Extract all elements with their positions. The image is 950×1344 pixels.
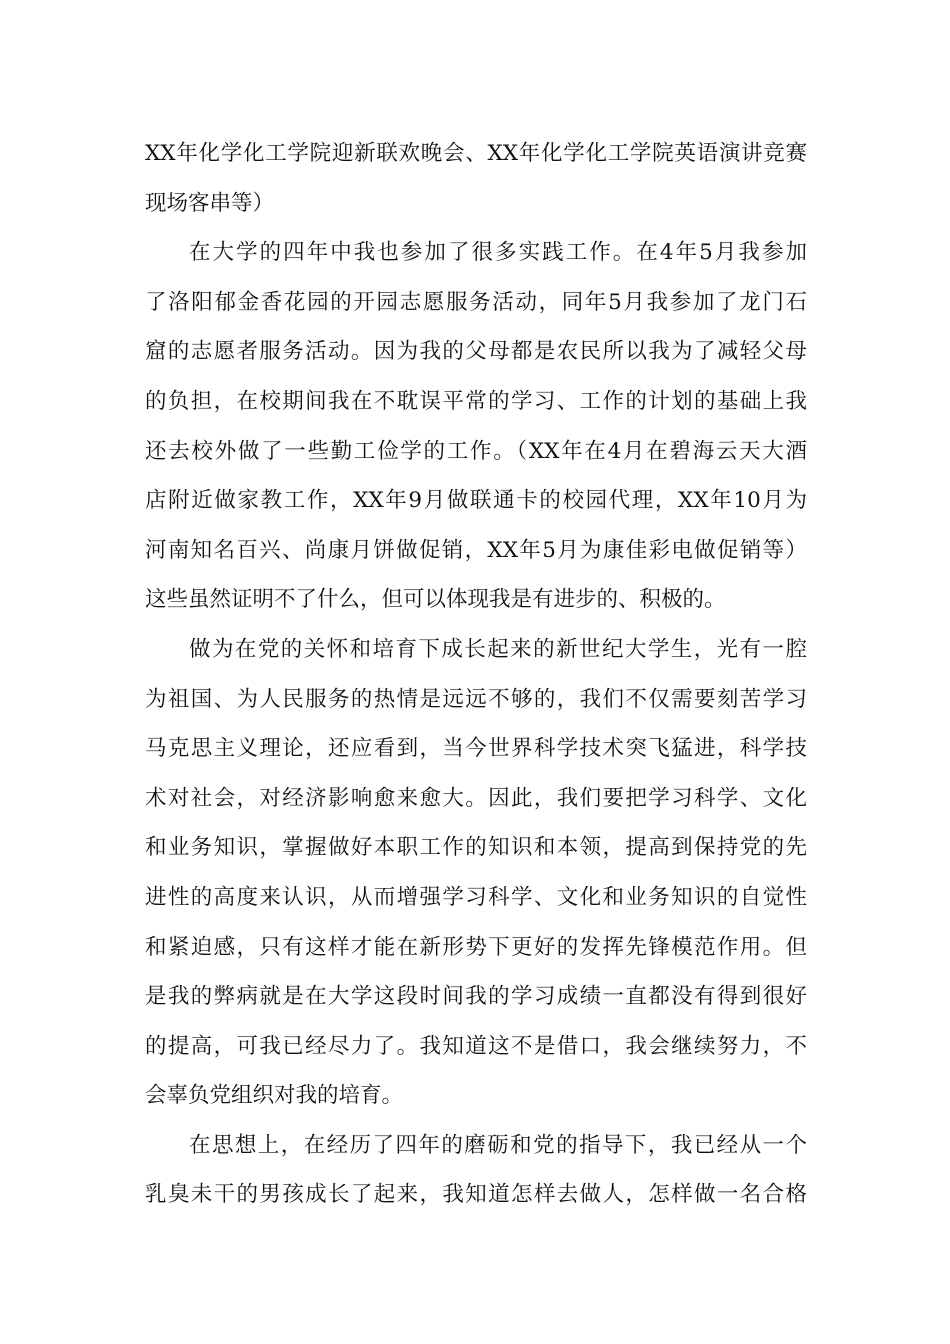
text-line: 现场客串等） <box>145 190 275 216</box>
text-line: 马克思主义理论，还应看到，当今世界科学技术突飞猛进，科学技 <box>145 736 807 762</box>
text-line: 的负担，在校期间我在不耽误平常的学习、工作的计划的基础上我 <box>145 388 807 414</box>
text-line: 术对社会，对经济影响愈来愈大。因此，我们要把学习科学、文化 <box>145 785 807 811</box>
paragraph-first-line: 做为在党的关怀和培育下成长起来的新世纪大学生，光有一腔 <box>189 636 807 662</box>
text-line: XX年化学化工学院迎新联欢晚会、XX年化学化工学院英语演讲竞赛 <box>145 141 807 166</box>
text-line: 会辜负党组织对我的培育。 <box>145 1083 404 1109</box>
text-line: 进性的高度来认识，从而增强学习科学、文化和业务知识的自觉性 <box>145 884 807 910</box>
text-line: 还去校外做了一些勤工俭学的工作。（XX年在4月在碧海云天大酒 <box>145 438 807 464</box>
text-line: 为祖国、为人民服务的热情是远远不够的，我们不仅需要刻苦学习 <box>145 686 807 712</box>
text-line: 和紧迫感，只有这样才能在新形势下更好的发挥先锋模范作用。但 <box>145 934 807 960</box>
text-line: 了洛阳郁金香花园的开园志愿服务活动，同年5月我参加了龙门石 <box>145 289 807 315</box>
paragraph-first-line: 在思想上，在经历了四年的磨砺和党的指导下，我已经从一个 <box>189 1132 807 1158</box>
text-line: 是我的弊病就是在大学这段时间我的学习成绩一直都没有得到很好 <box>145 984 807 1010</box>
text-line: 的提高，可我已经尽力了。我知道这不是借口，我会继续努力，不 <box>145 1033 807 1059</box>
text-line: 窟的志愿者服务活动。因为我的父母都是农民所以我为了减轻父母 <box>145 339 807 365</box>
text-line: 店附近做家教工作，XX年9月做联通卡的校园代理，XX年10月为 <box>145 488 807 514</box>
text-line: 乳臭未干的男孩成长了起来，我知道怎样去做人，怎样做一名合格 <box>145 1182 807 1208</box>
document-body <box>145 129 807 1220</box>
text-line: 和业务知识，掌握做好本职工作的知识和本领，提高到保持党的先 <box>145 835 807 861</box>
paragraph-first-line: 在大学的四年中我也参加了很多实践工作。在4年5月我参加 <box>189 240 807 266</box>
text-line: 这些虽然证明不了什么，但可以体现我是有进步的、积极的。 <box>145 587 726 613</box>
text-line: 河南知名百兴、尚康月饼做促销，XX年5月为康佳彩电做促销等） <box>145 537 807 563</box>
